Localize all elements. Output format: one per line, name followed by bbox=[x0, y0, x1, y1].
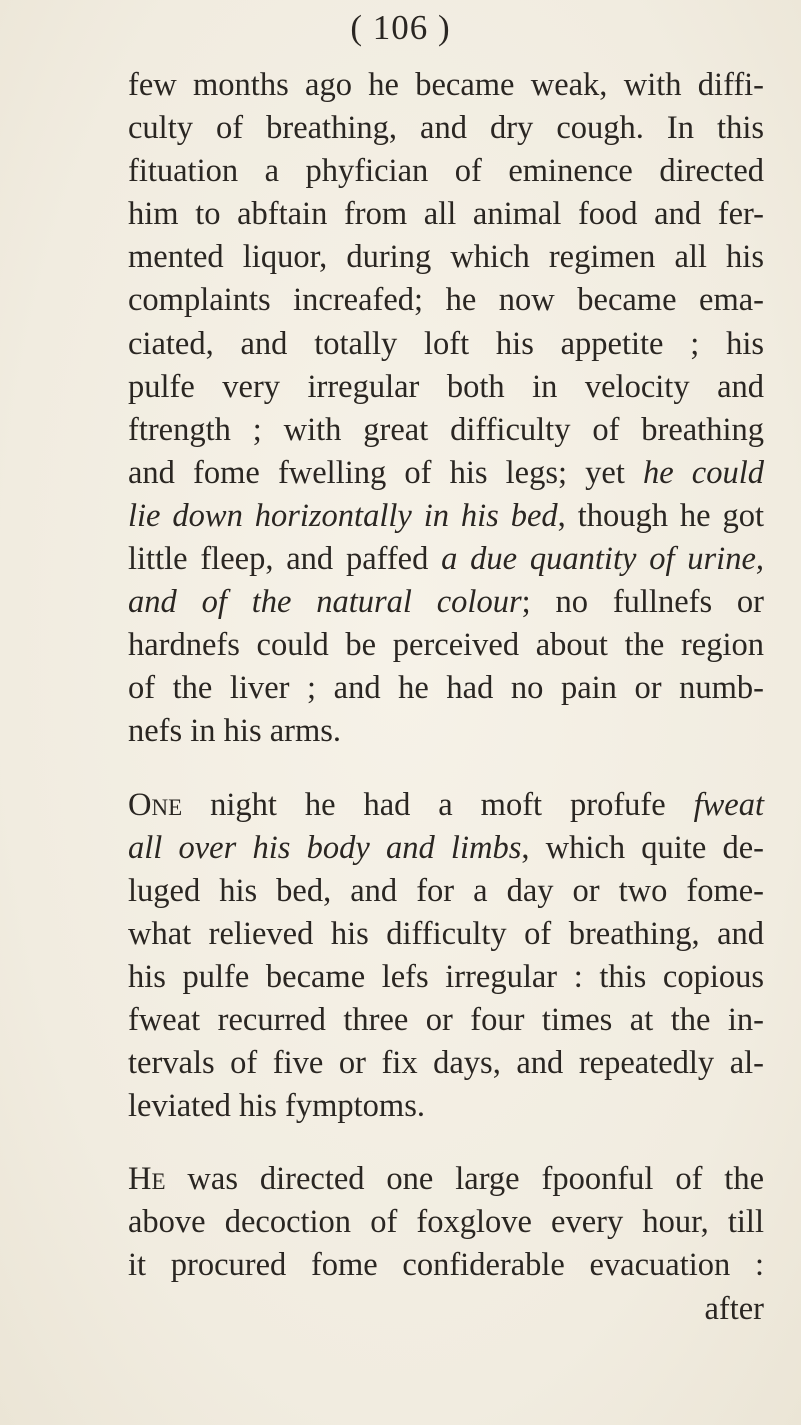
text-segment: ciated, and totally loft his appetite ; his bbox=[128, 325, 764, 362]
text-segment: ftrength ; with great difficulty of breathing bbox=[128, 411, 764, 448]
paragraph-2 bbox=[128, 784, 764, 1129]
text-line bbox=[128, 495, 764, 538]
text-segment: his pulfe became lefs irregular : this copious bbox=[128, 958, 764, 995]
text-line bbox=[128, 581, 764, 624]
text-line bbox=[128, 279, 764, 322]
text-line bbox=[128, 107, 764, 150]
text-segment: hardnefs could be perceived about the region bbox=[128, 627, 764, 664]
text-line bbox=[128, 452, 764, 495]
page-number: ( 106 ) bbox=[350, 8, 451, 47]
text-segment: lie down horizontally in his bed bbox=[128, 497, 558, 534]
text-line bbox=[128, 538, 764, 581]
text-line bbox=[128, 784, 764, 827]
text-line bbox=[128, 150, 764, 193]
text-line bbox=[128, 1244, 764, 1287]
text-segment: One bbox=[128, 786, 183, 823]
text-segment: of the liver ; and he had no pain or numb- bbox=[128, 670, 764, 707]
text-segment: , though he got bbox=[557, 497, 764, 534]
text-segment: pulfe very irregular both in velocity and bbox=[128, 368, 764, 405]
paragraph-1 bbox=[128, 64, 764, 754]
text-segment: , which quite de- bbox=[521, 829, 764, 866]
text-line bbox=[128, 64, 764, 107]
text-line bbox=[128, 236, 764, 279]
text-segment: fweat recurred three or four times at the in- bbox=[128, 1001, 764, 1038]
paragraph-3 bbox=[128, 1158, 764, 1287]
text-line bbox=[128, 1085, 764, 1128]
text-line bbox=[128, 827, 764, 870]
text-segment: fweat bbox=[693, 786, 764, 823]
text-segment: him to abftain from all animal food and fer- bbox=[128, 196, 764, 233]
text-line bbox=[128, 710, 764, 753]
text-segment: He bbox=[128, 1161, 166, 1198]
text-line bbox=[128, 667, 764, 710]
text-segment: it procured fome confiderable evacuation : bbox=[128, 1247, 764, 1284]
text-segment: leviated his fymptoms. bbox=[128, 1088, 425, 1125]
text-segment: ; no fullnefs or bbox=[521, 584, 764, 621]
text-segment: little fleep, and paffed bbox=[128, 541, 442, 578]
text-segment: was directed one large fpoonful of the bbox=[165, 1161, 764, 1198]
body-text bbox=[128, 64, 764, 1331]
text-line bbox=[128, 870, 764, 913]
text-segment: he could bbox=[642, 454, 764, 491]
text-segment: mented liquor, during which regimen all his bbox=[128, 239, 764, 276]
text-segment: and of the natural colour bbox=[128, 584, 522, 621]
text-line bbox=[128, 193, 764, 236]
text-segment: nefs in his arms. bbox=[128, 713, 342, 750]
text-line bbox=[128, 913, 764, 956]
text-line bbox=[128, 1042, 764, 1085]
text-line bbox=[128, 1201, 764, 1244]
text-line bbox=[128, 409, 764, 452]
text-line bbox=[128, 323, 764, 366]
text-segment: a due quantity of urine, bbox=[441, 541, 764, 578]
text-segment: night he had a moft profufe bbox=[182, 786, 694, 823]
text-segment: tervals of five or fix days, and repeatedly al- bbox=[128, 1045, 764, 1082]
text-segment: complaints increafed; he now became ema- bbox=[128, 282, 764, 319]
text-line bbox=[128, 624, 764, 667]
text-segment: fituation a phyfician of eminence directed bbox=[128, 153, 764, 190]
text-line bbox=[128, 1158, 764, 1201]
text-segment: luged his bed, and for a day or two fome- bbox=[128, 872, 764, 909]
text-segment: all over his body and limbs bbox=[128, 829, 522, 866]
text-segment: culty of breathing, and dry cough. In this bbox=[128, 110, 764, 147]
text-line bbox=[128, 366, 764, 409]
text-segment: what relieved his difficulty of breathing, and bbox=[128, 915, 764, 952]
text-segment: few months ago he became weak, with diffi- bbox=[128, 67, 764, 103]
text-segment: and fome fwelling of his legs; yet bbox=[128, 454, 643, 491]
text-line bbox=[128, 999, 764, 1042]
text-line bbox=[128, 956, 764, 999]
text-segment: above decoction of foxglove every hour, till bbox=[128, 1204, 764, 1241]
catchword: after bbox=[704, 1290, 764, 1327]
